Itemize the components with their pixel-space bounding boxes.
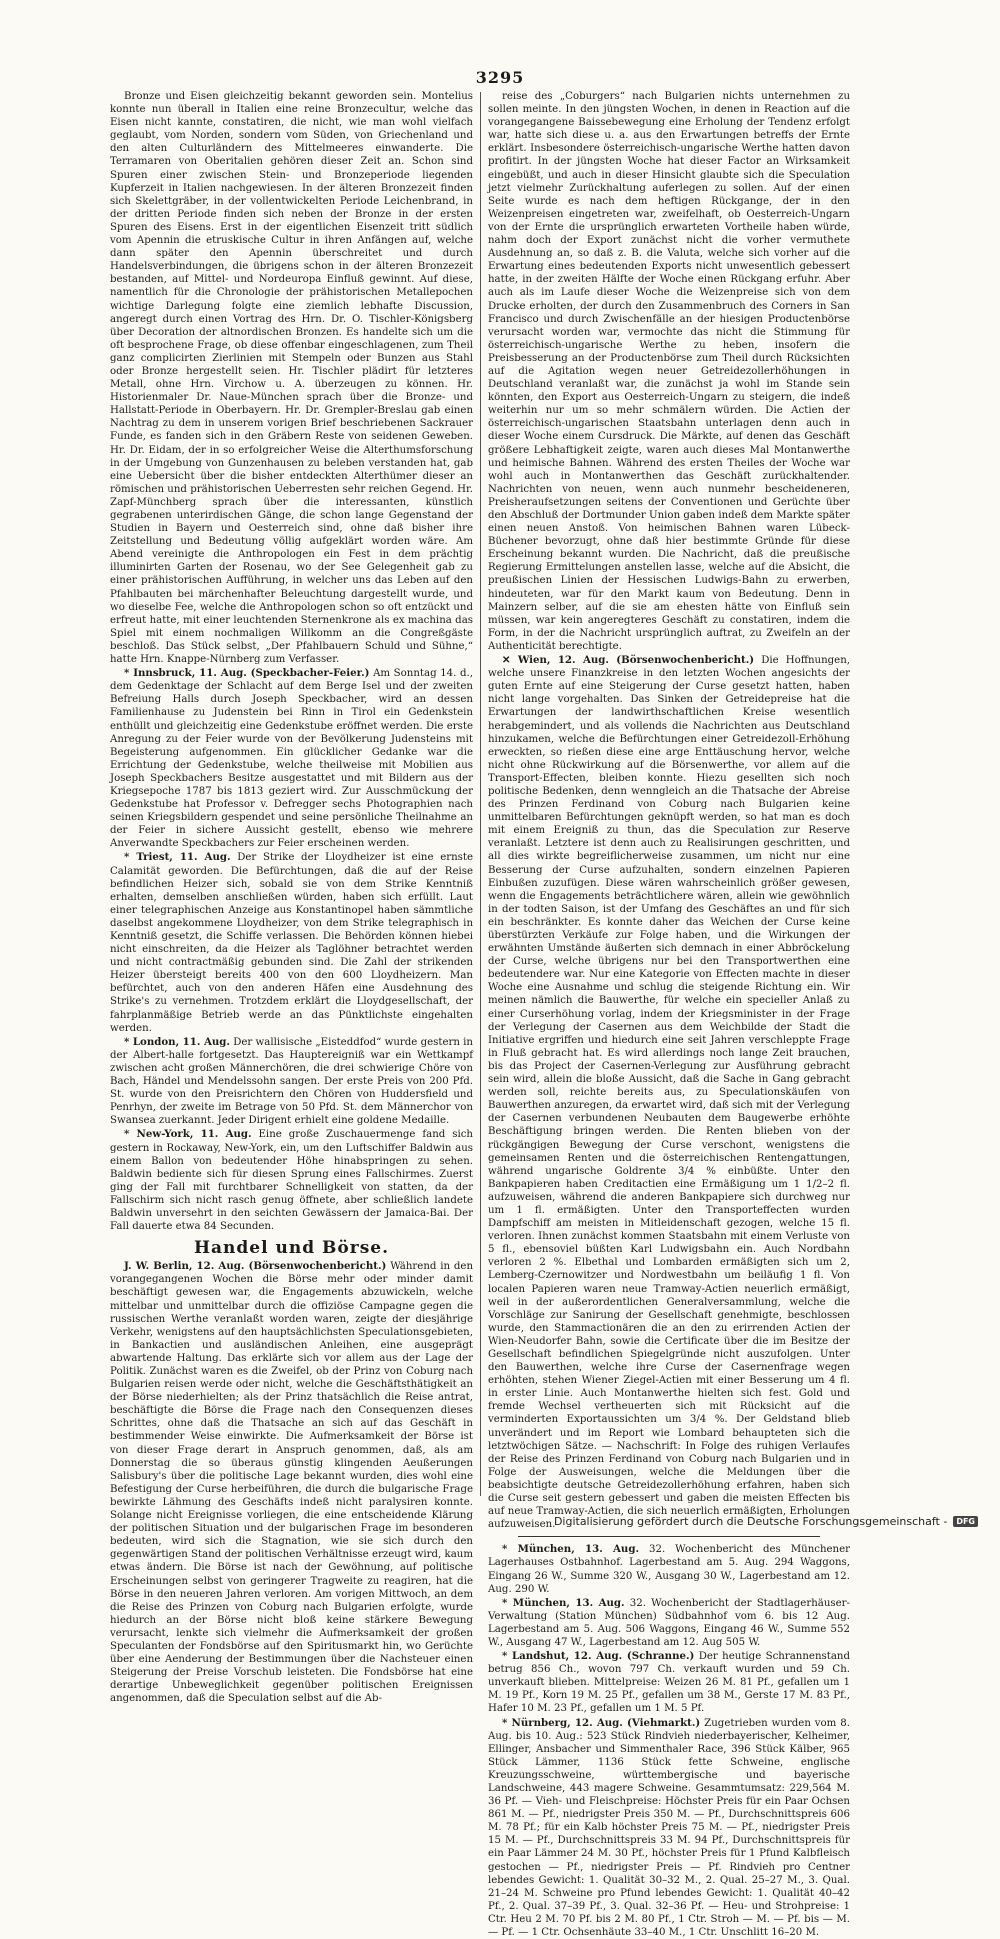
article-paragraph	[488, 90, 850, 653]
article-dateline: ✕ Wien, 12. Aug. (Börsenwochenbericht.)	[502, 654, 755, 667]
section-heading: Handel und Börse.	[193, 1238, 389, 1259]
article-paragraph	[488, 1717, 850, 1939]
left-column-market-reports	[110, 1260, 473, 1705]
article-text: Der wallisische „Eisteddfod“ wurde gestern in der Albert-halle fortgesetzt. Das Hauptereigniß war ein Wettkampf zwischen acht großen Männerchören, die drei schwierige Chöre von Bach, Händel und Mendelssohn sangen. Der erste Preis von 200 Pfd. St. wurde von den Preisrichtern den Chören von Huddersfield und Penrhyn, der zweite im Betrage von 50 Pfd. St. dem Männerchor von Swansea zuerkannt. Jeder Dirigent erhielt eine goldene Medaille.	[110, 1036, 473, 1127]
left-column	[110, 90, 474, 1705]
right-column-market-reports	[488, 1543, 850, 1939]
article-paragraph	[488, 1650, 850, 1715]
article-dateline: * Innsbruck, 11. Aug. (Speckbacher-Feier.)	[124, 667, 370, 680]
page-number: 3295	[475, 68, 525, 87]
article-paragraph	[110, 1260, 473, 1705]
article-paragraph	[488, 654, 850, 1531]
article-text: Während in den vorangegangenen Wochen die Börse mehr oder minder damit beschäftigt gewesen war, die Engagements abzuwickeln, welche mittelbar und unmittelbar durch die offiziöse Campagne gegen die russischen Werthe veranlaßt worden waren, zeigte der diesjährige Verkehr, wenigstens auf den hauptsächlichsten Speculationsgebieten, in Bankactien und ausländischen Anleihen, eine ausgeprägt abwartende Haltung. Das erklärte sich vor allem aus der Lage der Politik. Zunächst waren es die Zweifel, ob der Prinz von Coburg nach Bulgarien reisen werde oder nicht, welche die Geschäftsthätigkeit an der Börse niederhielten; als der Prinz thatsächlich die Reise antrat, beschäftigte die Börse die Frage nach den Consequenzen dieses Schrittes, ohne daß die Thatsache an sich auf das Geschäft in bestimmender Weise einwirkte. Die Aufmerksamkeit der Börse ist von dieser Frage derart in Anspruch genommen, daß, als am Donnerstag die so überaus günstig klingenden Aeußerungen Salisbury's über die politische Lage bekannt wurden, dies wohl eine Befestigung der Curse herbeiführen, die durch die bulgarische Frage bewirkte Lähmung des Geschäfts indeß nicht paralysiren konnte. Solange nicht Ereignisse vorliegen, die eine entscheidende Klärung der politischen Situation und der bulgarischen Frage im besonderen bedeuten, wird sich die Stagnation, wie sie sich durch den gegenwärtigen Stand der politischen Verhältnisse erzeugt wird, kaum etwas ändern. Die Börse ist nach der Gewöhnung, auf politische Erscheinungen selbst von geringerer Tragweite zu reagiren, hat die Börse in den neueren Jahren verloren. Am vorigen Mittwoch, an dem die Reise des Prinzen von Coburg nach Bulgarien erfolgte, wurde hiedurch an der Börse nicht bloß keine stärkere Bewegung verursacht, lenkte sich vielmehr die Aufmerksamkeit der großen Speculanten der Fondsbörse auf den Spiritusmarkt hin, wo Gerüchte über eine Aenderung der Bestimmungen über die Nachsteuer einen Steigerung der Preise Vorschub leisteten. Die Fondsbörse hat eine derartige Unbeweglichkeit gegenüber politischen Ereignissen angenommen, daß die Speculation selbst auf die Ab-	[110, 1261, 474, 1705]
article-dateline: * Landshut, 12. Aug. (Schranne.)	[502, 1650, 695, 1663]
article-paragraph	[110, 90, 473, 666]
right-column-articles	[488, 90, 850, 1531]
article-dateline: * Nürnberg, 12. Aug. (Viehmarkt.)	[502, 1716, 701, 1729]
article-text: 32. Wochenbericht der Stadtlagerhäuser-Verwaltung (Station München) Südbahnhof vom 6. bis 12 Aug. Lagerbestand am 5. Aug. 506 Waggons, Eingang 46 W., Summe 552 W., Ausgang 47 W., Lagerbestand am 12. Aug 505 W.	[488, 1597, 850, 1648]
article-text: reise des „Coburgers“ nach Bulgarien nichts unternehmen zu sollen meinte. In den jüngsten Wochen, in denen in Reaction auf die vorangegangene Baissebewegung eine Erholung der Tendenz erfolgt war, hatte sich diese u. a. aus den Erwartungen betreffs der Ernte erklärt. Insbesondere österreichisch-ungarische Werthe hatten davon profitirt. In der jüngsten Woche hat dieser Factor an Wirksamkeit eingebüßt, und auch in dieser Hinsicht glaubte sich die Speculation jetzt vielmehr Zurückhaltung auferlegen zu sollen. Auf der einen Seite wurde es nach dem heftigen Rückgange, der in den Weizenpreisen eingetreten war, zweifelhaft, ob Oesterreich-Ungarn von der Ernte die ursprünglich erwarteten Vortheile haben würde, nahm doch der Export zunächst nicht die vorher vermuthete Ausdehnung an, so daß z. B. die Valuta, welche sich vorher auf die Erwartung eines bedeutenden Exports nicht unwesentlich gebessert hatte, in der zweiten Hälfte der Woche einen Rückgang erfuhr. Aber auch als im Laufe dieser Woche die Weizenpreise sich von dem Drucke erholten, der durch den Zusammenbruch des Corners in San Francisco und durch Zwischenfälle an der hiesigen Productenbörse verursacht worden war, vermochte das nicht die Stimmung für österreichisch-ungarische Werthe zu heben, insofern die Preisbesserung an der Productenbörse zum Theil durch Rücksichten auf die Agitation wegen neuer Getreidezollerhöhungen in Deutschland veranlaßt war, die zunächst ja wohl im Stande sein könnten, den Export aus Oesterreich-Ungarn zu steigern, die indeß weiterhin nur um so mehr schmälern würden. Die Actien der österreichisch-ungarischen Staatsbahn unterlagen denn auch in dieser Woche einem Cursdruck. Die Märkte, auf denen das Geschäft größere Lebhaftigkeit zeigte, waren auch dieses Mal Montanwerthe und heimische Bahnen. Während des ersten Theiles der Woche war wohl auch in Montanwerthen das Geschäft zurückhaltender. Nachrichten von neuen, wenn auch nunmehr bescheideneren, Preisheraufsetzungen seitens der Conventionen und Gerüchte über den Abschluß der Dortmunder Union gaben indeß dem Markte später einen neuen Anstoß. Von heimischen Bahnen waren Lübeck-Büchener bevorzugt, ohne daß hier bestimmte Gründe für diese Erscheinung bekannt wurden. Die Nachricht, daß die preußische Regierung Ermittelungen anstellen lasse, welche auf die Absicht, die preußischen Linien der Hessischen Ludwigs-Bahn zu erwerben, hindeuteten, war für den Markt kaum von Bedeutung. Denn in Mainzern selber, auf die sie am ehesten hätte von Einfluß sein müssen, war kein angeregteres Geschäft zu constatiren, indem die Form, in der die Nachricht ursprünglich auftrat, zu Zweifeln an der Authenticität berechtigte.	[488, 91, 850, 652]
article-paragraph	[110, 667, 473, 850]
article-paragraph	[488, 1597, 850, 1649]
article-paragraph	[110, 851, 473, 1034]
column-divider	[480, 92, 481, 1496]
article-text: Zugetrieben wurden vom 8. Aug. bis 10. Aug.: 523 Stück Rindvieh niederbayerischer, Kelheimer, Ellinger, Ansbacher und Simmenthaler Race, 396 Stück Kälber, 965 Stück Lämmer, 1136 Stück fette Schweine, englische Kreuzungsschweine, württembergische und bayerische Landschweine, 443 magere Schweine. Gesammtumsatz: 229,564 M. 36 Pf. — Vieh- und Fleischpreise: Höchster Preis für ein Paar Ochsen 861 M. — Pf., niedrigster Preis 350 M. — Pf., Durchschnittspreis 606 M. 78 Pf.; für ein Kalb höchster Preis 75 M. — Pf., niedrigster Preis 15 M. — Pf., Durchschnittspreis 33 M. 94 Pf., Durchschnittspreis für ein Paar Lämmer 24 M. 30 Pf., höchster Preis für 1 Pfund Kalbfleisch gestochen — Pf., niedrigster Preis — Pf. Rindvieh pro Centner lebendes Gewicht: 1. Qualität 30–32 M., 2. Qual. 25–27 M., 3. Qual. 21–24 M. Schweine pro Pfund lebendes Gewicht: 1. Qualität 40–42 Pf., 2. Qual. 37–39 Pf., 3. Qual. 32–36 Pf. — Heu- und Strohpreise: 1 Ctr. Heu 2 M. 70 Pf. bis 2 M. 80 Pf., 1 Ctr. Stroh — M. — Pf. bis — M. — Pf. — 1 Ctr. Ochsenhäute 33–40 M., 1 Ctr. Unschlitt 16–20 M.	[488, 1717, 850, 1939]
article-text: Der heutige Schrannenstand betrug 856 Ch., wovon 797 Ch. verkauft wurden und 59 Ch. unverkauft blieben. Mittelpreise: Weizen 26 M. 81 Pf., gefallen um 1 M. 19 Pf., Korn 19 M. 25 Pf., gefallen um 38 M., Gerste 17 M. 83 Pf., Hafer 10 M. 23 Pf., gefallen um 1 M. 5 Pf.	[488, 1651, 850, 1715]
article-paragraph	[488, 1543, 850, 1595]
article-paragraph	[110, 1128, 473, 1233]
digitization-footer	[554, 1515, 978, 1528]
article-text: Bronze und Eisen gleichzeitig bekannt geworden sein. Montelius konnte nun überall in Italien eine reine Bronzecultur, welche das Eisen nicht kannte, constatiren, die nicht, wie man wohl vielfach geglaubt, vom Norden, sondern vom Süden, von Griechenland und den alten Culturländern des Mittelmeeres einwanderte. Die Terramaren von Oberitalien gehören dieser Zeit an. Schon sind Spuren einer zwischen Stein- und Bronzeperiode liegenden Kupferzeit in Italien nachgewiesen. In der älteren Bronzezeit finden sich Skelettgräber, in der vollentwickelten Periode Leichenbrand, in der dritten Periode finden sich neben der Bronze in der ersten Spuren des Eisens. Erst in der eigentlichen Eisenzeit tritt südlich vom Apennin die etruskische Cultur in ihren Anfängen auf, welche dann später den Apennin überschreitet und durch Handelsverbindungen, die übrigens schon in der älteren Bronzezeit bestanden, auf Mittel- und Nordeuropa Einfluß gewinnt. Auf diese, namentlich für die Chronologie der prähistorischen Metallepochen wichtige Darlegung folgte eine ziemlich lebhafte Discussion, angeregt durch einen Vortrag des Hrn. Dr. O. Tischler-Königsberg über Decoration der altnordischen Bronzen. Es handelte sich um die oft besprochene Frage, ob diese offenbar eingeschlagenen, zum Theil ganz complicirten Zierlinien mit Stempeln oder Bunzen aus Stahl oder Bronze hergestellt seien. Hr. Tischler plädirt für letzteres Metall, ohne Hrn. Virchow u. A. überzeugen zu können. Hr. Historienmaler Dr. Naue-München sprach über die Bronze- und Hallstatt-Periode in Oberbayern. Hr. Dr. Grempler-Breslau gab einen Nachtrag zu dem in unserem vorigen Brief beschriebenen Sackrauer Funde, es fanden sich in den Gräbern Reste von seidenen Geweben. Hr. Dr. Eidam, der in so erfolgreicher Weise die Alterthumsforschung in der Umgebung von Gunzenhausen zu beleben verstanden hat, gab eine Uebersicht über die bisher entdeckten Alterthümer dieser an römischen und prähistorischen Ueberresten sehr reichen Gegend. Hr. Zapf-Münchberg sprach über die interessanten, künstlich gegrabenen unterirdischen Gänge, die schon lange Gegenstand der Studien in Bayern und Oesterreich sind, ohne daß bisher ihre Zeitstellung und Bedeutung völlig aufgeklärt worden wäre. Am Abend vereinigte die Anthropologen ein Fest in dem prächtig illuminirten Garten der Rosenau, wo der See Gelegenheit gab zu einer prähistorischen Aufführung, in welcher uns das Leben auf den Pfahlbauten bei märchenhafter Beleuchtung dargestellt wurde, und wo dieselbe Fee, welche die Anthropologen schon so oft entzückt und erfreut hatte, mit einer leuchtenden Sternenkrone als ex machina das Spiel mit einem nochmaligen Willkomm an die Congreßgäste beschloß. Das Stück selbst, „Der Pfahlbauern Schuld und Sühne,“ hatte Hrn. Knappe-Nürnberg zum Verfasser.	[110, 91, 473, 666]
article-dateline: * München, 13. Aug.	[502, 1596, 625, 1609]
article-dateline: J. W. Berlin, 12. Aug. (Börsenwochenbericht.)	[124, 1260, 387, 1273]
article-text: Die Hoffnungen, welche unsere Finanzkreise in den letzten Wochen angesichts der guten Ernte auf eine Steigerung der Curse gesetzt hatten, haben nicht lange vorgehalten. Das Sinken der Getreidepreise hat die Erwartungen der landwirthschaftlichen Kreise wesentlich herabgemindert, und als vollends die Nachrichten aus Deutschland hinzukamen, welche die Befürchtungen einer Getreidezoll-Erhöhung erweckten, so rießen diese eine arge Enttäuschung hervor, welche nicht ohne Rückwirkung auf die Börsenwerthe, vor allem auf die Transport-Effecten, bleiben konnte. Hiezu gesellten sich noch politische Bedenken, denn wenngleich an die Thatsache der Abreise des Prinzen Ferdinand von Coburg nach Bulgarien keine unmittelbaren Befürchtungen geknüpft werden, so hat man es doch mit einem Ereigniß zu thun, das die Speculation zur Reserve veranlaßt. Letztere ist denn auch zu Realisirungen geschritten, und all dies wirkte begreiflicherweise zusammen, um nicht nur eine Besserung der Curse aufzuhalten, sondern einzelnen Papieren Einbußen zuzufügen. Diese wären wahrscheinlich größer gewesen, wenn die Engagements beträchtlichere wären, allein wie gewöhnlich in der todten Saison, ist der Umfang des Geschäftes an und für sich ein beschränkter. Es konnte daher das Weichen der Curse keine überstürzten Verkäufe zur Folge haben, und die Wirkungen der erwähnten Umstände äußerten sich demnach in einer Abbröckelung der Curse, welche übrigens nur bei den Transportwerthen eine bedeutendere war. Nur eine Kategorie von Effecten machte in dieser Woche eine Ausnahme und schlug die steigende Richtung ein. Wir meinen nämlich die Bauwerthe, für welche ein specieller Anlaß zu einer Curserhöhung vorlag, indem der Kriegsminister in der Frage der Verlegung der Casernen aus dem Weichbilde der Stadt die Initiative ergriffen und hiedurch eine seit Jahren verschleppte Frage in Fluß gebracht hat. Es wird allerdings noch lange Zeit brauchen, bis das Project der Casernen-Verlegung zur Ausführung gebracht sein wird, allein die bloße Aussicht, daß die Sache in Gang gebracht werden soll, reichte bereits aus, zu Speculationskäufen von Bauwerthen anzuregen, da erwartet wird, daß sich mit der Verlegung der Casernen verbundenen Neubauten dem Baugewerbe erhöhte Beschäftigung bringen werden. Die Renten blieben von der rückgängigen Bewegung der Curse verschont, wenigstens die gemeinsamen Renten und die österreichischen Rentengattungen, während ungarische Goldrente 3/4 % einbüßte. Unter den Bankpapieren haben Creditactien eine Ermäßigung um 1 1/2–2 fl. aufzuweisen, während die anderen Bankpapiere sich durchweg nur um 1 fl. ermäßigten. Unter den Transporteffecten wurden Dampfschiff am meisten in Mitleidenschaft gezogen, welche 15 fl. verloren. Ihnen zunächst kommen Staatsbahn mit einem Verluste von 5 fl., ebensoviel büßten Karl Ludwigsbahn ein. Auch Nordbahn verloren 2 %. Elbethal und Lombarden ermäßigten sich um 2, Lemberg-Czernowitzer und Nordwestbahn um beiläufig 1 fl. Von localen Papieren waren neue Tramway-Actien neuerlich ermäßigt, weil in der außerordentlichen Generalversammlung, welche die Vorschläge zur Sanirung der Gesellschaft genehmigte, beschlossen wurde, den Stammactionären die an den zu erirrenden Actien der Wien-Neudorfer Bahn, sowie die Certificate über die im Besitze der Gesellschaft befindlichen Spiegelgründe nicht auszufolgen. Unter den Bauwerthen, welche ihre Curse der Casernenfrage wegen erhöhten, stehen Wiener Ziegel-Actien mit einer Besserung um 4 fl. in erster Linie. Auch Montanwerthe hielten sich fest. Gold und fremde Wechsel vertheuerten sich mit Rücksicht auf die verminderten Exportaussichten um 3/4 %. Der Geldstand blieb unverändert und im Report wie Lombard behaupteten sich die letztwöchigen Sätze. — Nachschrift: In Folge des ruhigen Verlaufes der Reise des Prinzen Ferdinand von Coburg nach Bulgarien und in Folge der Ausweisungen, welche die Meldungen über die beabsichtigte deutsche Getreidezollerhöhung erfahren, haben sich die Curse seit gestern gebessert und gaben die meisten Effecten bis auf neue Tramway-Actien, die sich neuerlich ermäßigten, Erholungen aufzuweisen.	[488, 655, 850, 1531]
article-paragraph	[110, 1036, 473, 1128]
article-dateline: * München, 13. Aug.	[502, 1543, 640, 1556]
dfg-logo-icon: DFG	[953, 1516, 978, 1527]
article-dateline: * Triest, 11. Aug.	[124, 851, 231, 864]
article-dateline: * New-York, 11. Aug.	[124, 1128, 252, 1141]
left-column-articles	[110, 90, 473, 1233]
footer-text: Digitalisierung gefördert durch die Deutsche Forschungsgemeinschaft -	[553, 1515, 948, 1528]
article-dateline: * London, 11. Aug.	[124, 1035, 230, 1048]
article-text: Eine große Zuschauermenge fand sich gestern in Rockaway, New-York, ein, um den Luftschiffer Baldwin aus einem Ballon von bedeutender Höhe hinabspringen zu sehen. Baldwin bediente sich für diesen Sprung eines Fallschirmes. Zuerst ging der Fall mit furchtbarer Schnelligkeit von statten, da der Fallschirm sich nicht rasch genug öffnete, aber schließlich landete Baldwin unversehrt in den seichten Gewässern der Jamaica-Bai. Der Fall dauerte etwa 84 Secunden.	[110, 1129, 473, 1233]
section-rule	[518, 1536, 820, 1537]
article-text: 32. Wochenbericht des Münchener Lagerhauses Ostbahnhof. Lagerbestand am 5. Aug. 294 Waggons, Eingang 26 W., Summe 320 W., Ausgang 30 W., Lagerbestand am 12. Aug. 290 W.	[488, 1544, 851, 1595]
article-text: Der Strike der Lloydheizer ist eine ernste Calamität geworden. Die Befürchtungen, daß die auf der Reise befindlichen Heizer sich, sobald sie von dem Strike Kenntniß erhalten, demselben anschließen würden, haben sich erfüllt. Laut einer telegraphischen Anzeige aus Konstantinopel haben sämmtliche daselbst angekommene Lloydheizer, von dem Strike telegraphisch in Kenntniß gesetzt, die Schiffe verlassen. Die Behörden können hiebei nicht einschreiten, da die Heizer als Taglöhner betrachtet werden und nicht contractmäßig gebunden sind. Die Zahl der strikenden Heizer übersteigt bereits 400 von den 600 Lloydheizern. Man befürchtet, auch von den anderen Häfen eine Ausdehnung des Strike's zu vernehmen. Trotzdem erklärt die Lloydgesellschaft, der fahrplanmäßige Betrieb werde an das Pünktlichste eingehalten werden.	[110, 852, 474, 1034]
article-text: Am Sonntag 14. d., dem Gedenktage der Schlacht auf dem Berge Isel und der zweiten Befreiung Halls durch Joseph Speckbacher, wird an dessen Familienhause zu Judenstein bei Rinn in Tirol ein Gedenkstein enthüllt und gleichzeitig eine Gedenkstube eröffnet werden. Die erste Anregung zu der Feier wurde von der Bevölkerung Judensteins mit Begeisterung aufgenommen. Ein glücklicher Gedanke war die Errichtung der Gedenkstube, welche theilweise mit Mobilien aus Joseph Speckbachers Besitze ausgestattet und mit Bildern aus der Kriegsepoche 1787 bis 1813 geziert wird. Zur Ausschmückung der Gedenkstube hat Professor v. Defregger sechs Photographien nach seinen Kriegsbildern gespendet und seine persönliche Theilnahme an der Feier in sichere Aussicht gestellt, ebenso wie mehrere Anverwandte Speckbachers zur Feier erscheinen werden.	[110, 668, 473, 850]
